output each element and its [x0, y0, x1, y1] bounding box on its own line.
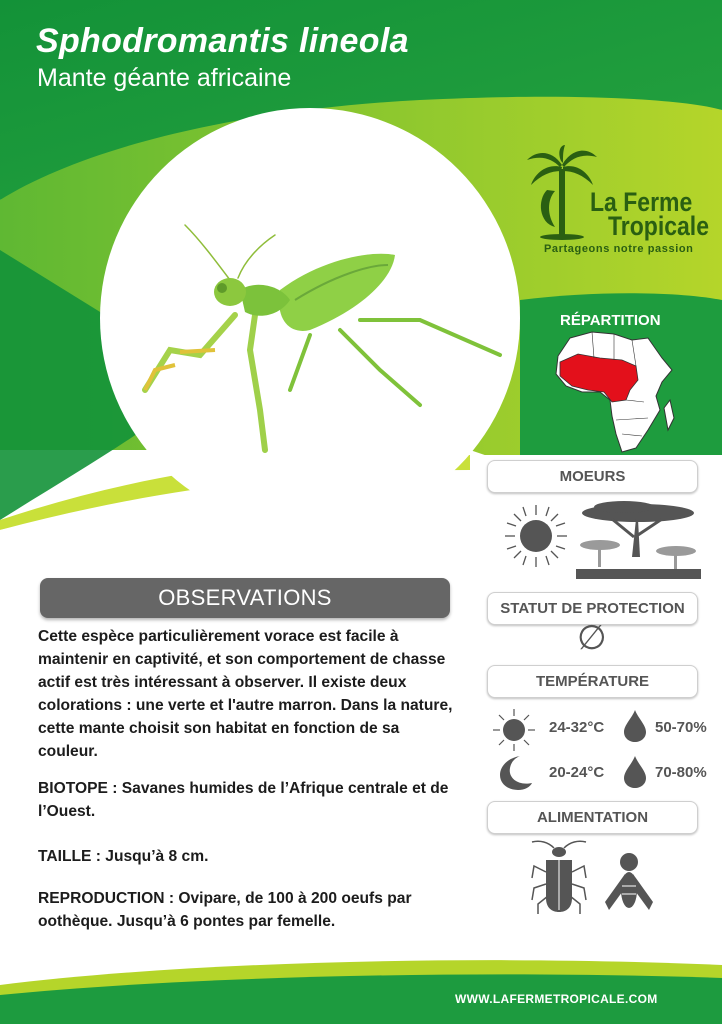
africa-map-icon	[552, 330, 682, 455]
alimentation-label: ALIMENTATION	[487, 801, 698, 834]
reproduction-label: REPRODUCTION :	[38, 890, 175, 907]
savanna-trees-icon	[576, 497, 701, 579]
night-humidity: 70-80%	[655, 764, 707, 781]
no-protection-symbol: ∅	[577, 619, 607, 657]
biotope-paragraph	[38, 777, 458, 823]
taille-text: Jusqu’à 8 cm.	[100, 848, 209, 865]
species-common-name: Mante géante africaine	[37, 64, 292, 92]
observations-heading: OBSERVATIONS	[40, 578, 450, 618]
taille-paragraph	[38, 845, 458, 868]
reproduction-paragraph	[38, 887, 458, 933]
fly-icon	[603, 852, 655, 914]
biotope-text: Savanes humides de l’Afrique centrale et de l’Ouest.	[38, 780, 449, 820]
day-sun-icon	[492, 708, 536, 752]
logo-text-line2: Tropicale	[608, 211, 709, 241]
reproduction-text: Ovipare, de 100 à 200 oeufs par oothèque. Jusqu’à 6 pontes par femelle.	[38, 890, 412, 930]
repartition-label: RÉPARTITION	[560, 312, 661, 329]
logo-tagline: Partageons notre passion	[544, 243, 694, 255]
night-moon-icon	[500, 756, 532, 790]
night-humidity-drop-icon	[624, 756, 646, 788]
sun-icon	[503, 503, 569, 569]
taille-label: TAILLE :	[38, 848, 101, 865]
species-title: Sphodromantis lineola	[36, 22, 409, 60]
temperature-label: TEMPÉRATURE	[487, 665, 698, 698]
website-link[interactable]: WWW.LAFERMETROPICALE.COM	[455, 992, 658, 1006]
statut-protection-label: STATUT DE PROTECTION	[487, 592, 698, 625]
cockroach-icon	[530, 838, 588, 914]
moeurs-label: MOEURS	[487, 460, 698, 493]
biotope-label: BIOTOPE :	[38, 780, 118, 797]
observations-intro: Cette espèce particulièrement vorace est facile à maintenir en captivité, et son comportement de chasse actif est très intéressant à observer. Il existe deux colorations : une verte et l'autre marron. Dans la nature, cette mante choisit son habitat en fonction de sa couleur.	[38, 628, 453, 760]
day-temperature: 24-32°C	[549, 719, 605, 736]
palm-tree-logo-icon	[527, 145, 597, 245]
day-humidity: 50-70%	[655, 719, 707, 736]
logo-text-line1: La Ferme	[590, 187, 693, 217]
day-humidity-drop-icon	[624, 710, 646, 742]
night-temperature: 20-24°C	[549, 764, 605, 781]
mantis-illustration	[130, 220, 520, 460]
